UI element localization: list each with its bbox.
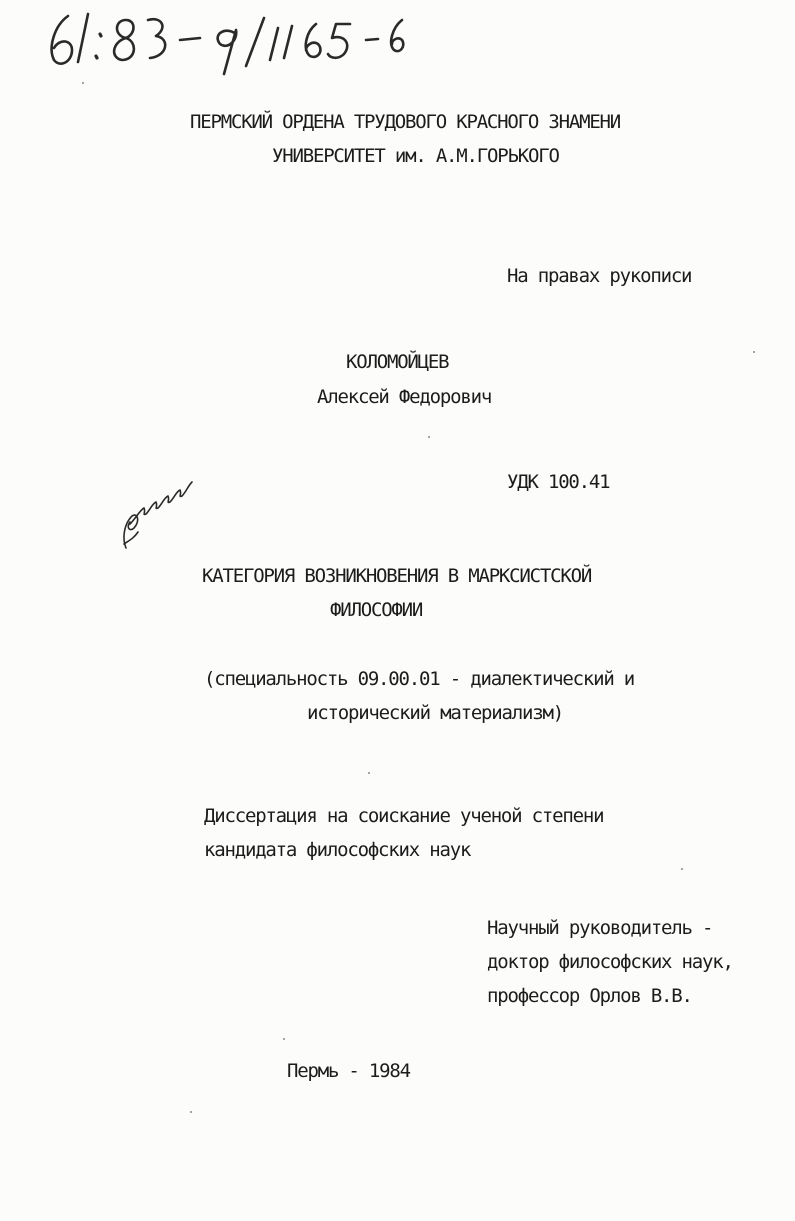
author-name: Алексей Федорович [317,386,492,408]
thesis-title-line-1: КАТЕГОРИЯ ВОЗНИКНОВЕНИЯ В МАРКСИСТСКОЙ [202,565,592,587]
supervisor-line-2: доктор философских наук, [487,951,733,973]
specialty-line-1: (специальность 09.00.01 - диалектический и [204,668,635,690]
institution-line-2: УНИВЕРСИТЕТ им. А.М.ГОРЬКОГО [272,145,559,167]
author-surname: КОЛОМОЙЦЕВ [346,351,449,373]
place-and-year: Пермь - 1984 [287,1060,410,1082]
dissertation-line-1: Диссертация на соискание ученой степени [204,805,604,827]
scan-speck [368,772,370,774]
handwritten-archive-mark-text: 61:83-9/1165-6 [40,4,49,5]
scan-speck [190,1111,192,1113]
scan-speck [82,82,84,84]
handwritten-signature [112,468,202,558]
institution-line-1: ПЕРМСКИЙ ОРДЕНА ТРУДОВОГО КРАСНОГО ЗНАМЕНИ [190,111,621,133]
manuscript-rights: На правах рукописи [507,265,692,287]
scan-speck [283,1038,285,1040]
scan-speck [428,436,430,438]
thesis-title-line-2: ФИЛОСОФИИ [330,599,423,621]
specialty-line-2: исторический материализм) [307,702,563,724]
udc-code: УДК 100.41 [507,471,610,493]
scan-speck [681,868,683,870]
dissertation-line-2: кандидата философских наук [204,839,471,861]
supervisor-line-3: профессор Орлов В.В. [487,985,692,1007]
handwritten-archive-mark [40,4,420,84]
handwritten-signature-text: Коломоец [112,468,117,469]
supervisor-line-1: Научный руководитель - [487,917,713,939]
scan-speck [753,351,755,353]
